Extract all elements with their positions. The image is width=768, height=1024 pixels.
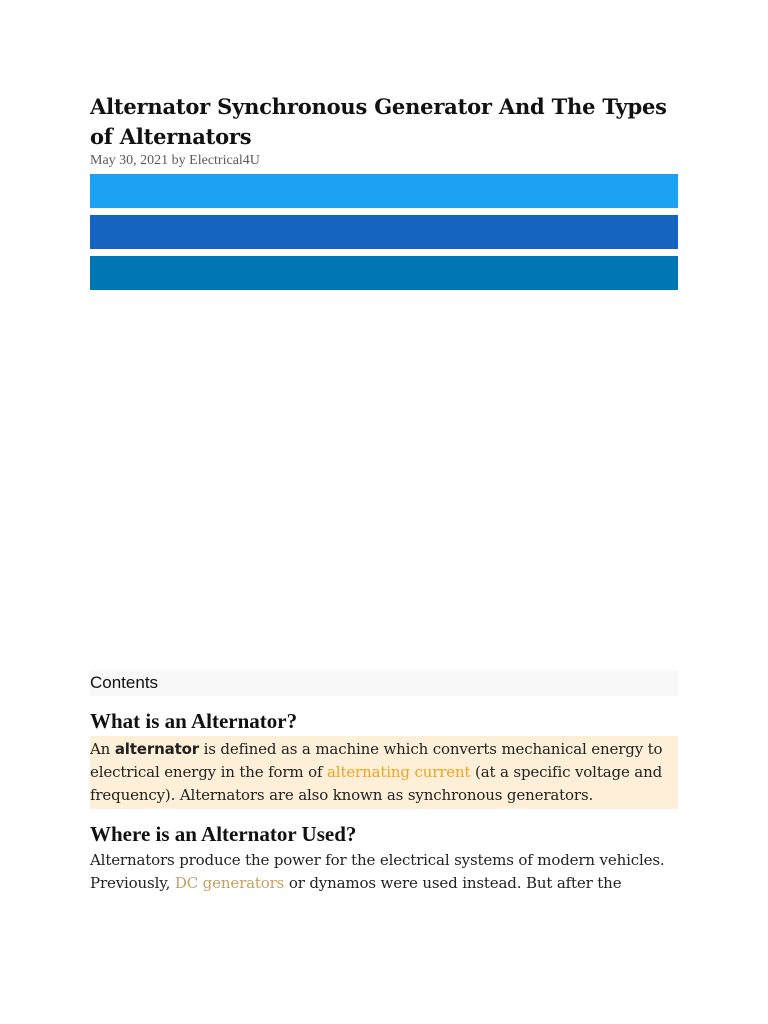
table-of-contents[interactable] xyxy=(90,670,678,696)
usage-paragraph xyxy=(90,849,678,895)
article-meta xyxy=(90,152,678,170)
definition-prefix: An xyxy=(90,740,115,758)
share-bar-facebook[interactable] xyxy=(90,215,678,249)
contents-label: Contents xyxy=(90,673,159,692)
definition-highlight xyxy=(90,736,678,809)
share-bar-twitter[interactable] xyxy=(90,174,678,208)
definition-mid: is defined as a machine which converts mechanical energy to electrical energy in the form of xyxy=(90,740,663,781)
share-bar-linkedin[interactable] xyxy=(90,256,678,290)
definition-suffix: (at a specific voltage and frequency). Alternators are also known as synchronous generators. xyxy=(90,763,663,804)
usage-suffix: or dynamos were used instead. But after the xyxy=(284,874,622,892)
article-author[interactable]: Electrical4U xyxy=(189,153,260,168)
definition-term: alternator xyxy=(114,740,199,758)
article-title: Alternator Synchronous Generator And The Types of Alternators xyxy=(90,94,667,149)
definition-paragraph xyxy=(90,738,678,807)
section-heading-what-is: What is an Alternator? xyxy=(90,709,298,733)
usage-prefix: Alternators produce the power for the electrical systems of modern vehicles. Previously, xyxy=(90,851,665,892)
dc-generators-link[interactable]: DC generators xyxy=(174,874,285,892)
article xyxy=(90,92,678,895)
article-date: May 30, 2021 xyxy=(90,153,169,168)
section-heading-where-used: Where is an Alternator Used? xyxy=(90,822,357,846)
alternating-current-link[interactable]: alternating current xyxy=(327,763,471,781)
article-by: by xyxy=(168,153,190,168)
ad-space xyxy=(90,290,678,670)
